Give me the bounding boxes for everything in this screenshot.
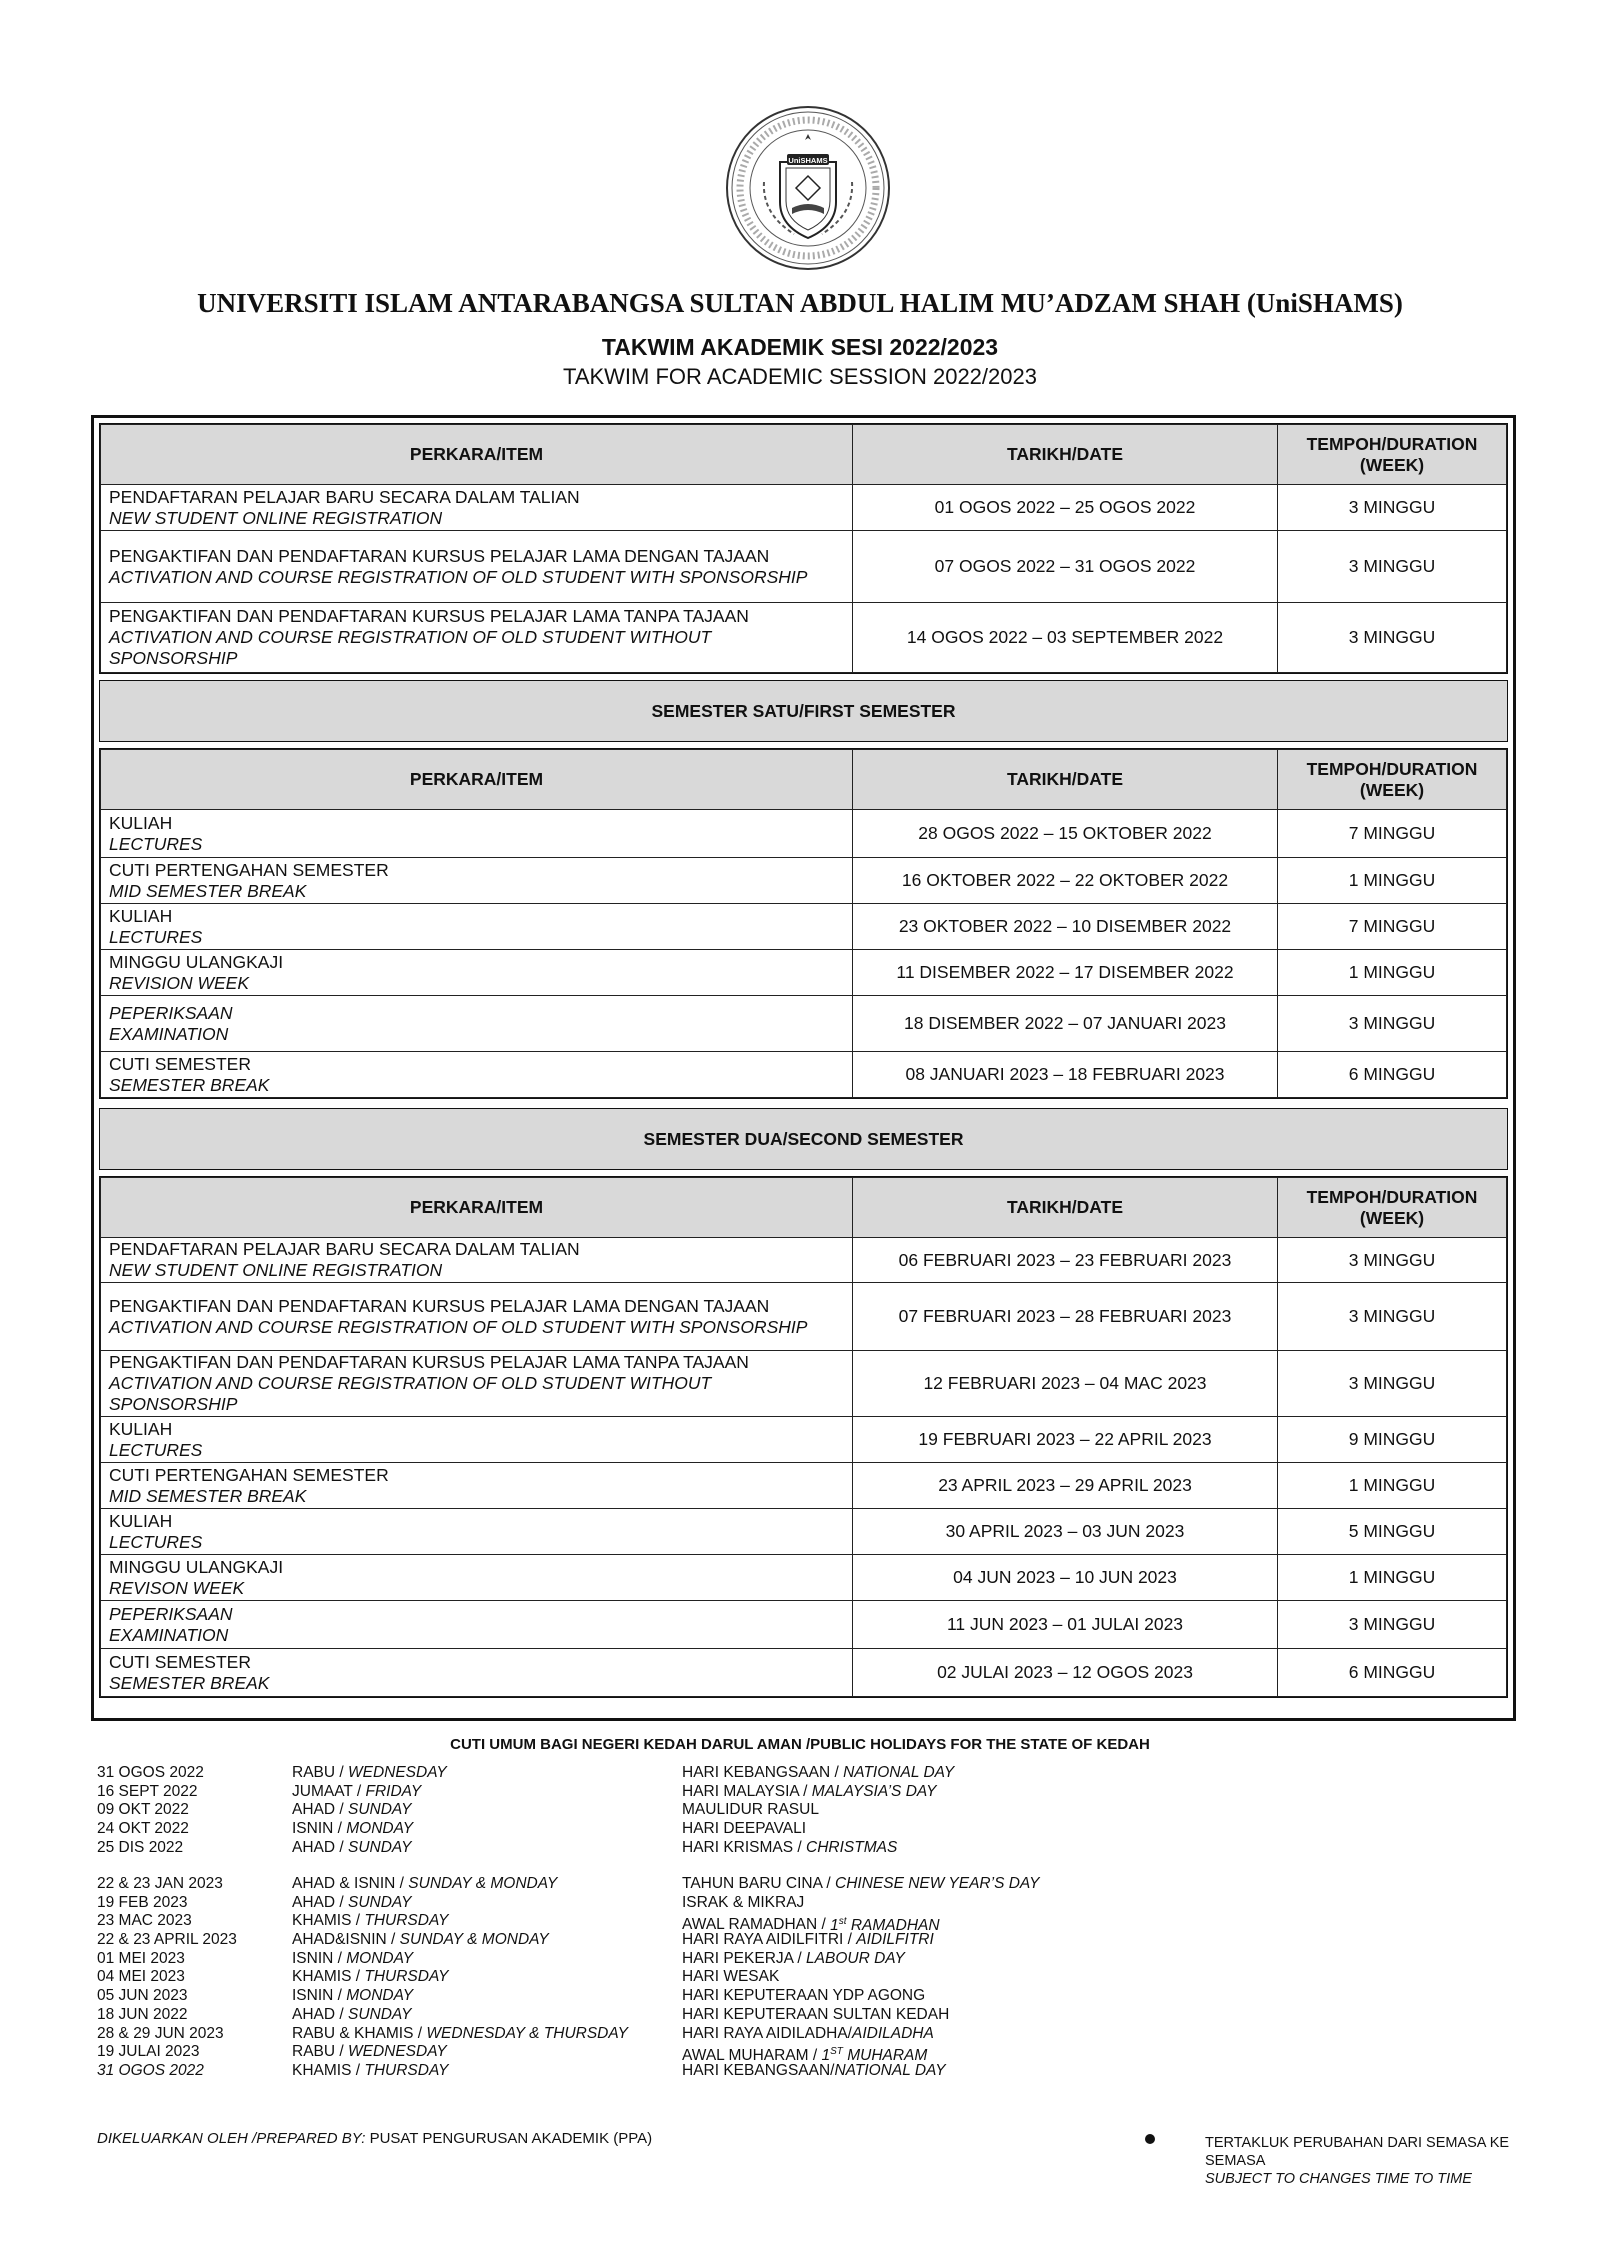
col-header-date: TARIKH/DATE [853,1178,1278,1238]
item-label-en: NEW STUDENT ONLINE REGISTRATION [109,507,443,528]
holiday-name: HARI DEEPAVALI [682,1820,807,1838]
item-label-en: ACTIVATION AND COURSE REGISTRATION OF OLD STUDENT WITH SPONSORSHIP [109,566,808,587]
item-label-my: KULIAH [109,1418,173,1439]
holiday-name: MAULIDUR RASUL [682,1801,819,1819]
holiday-name-en: MALAYSIA’S DAY [811,1782,937,1800]
table-row [101,531,1507,603]
holiday-name-en: 1st RAMADHAN [830,1915,940,1934]
ordinal-suffix: ST [830,2046,843,2058]
table-row [101,1238,1507,1283]
holiday-name-en: NATIONAL DAY [843,1764,955,1781]
table-row [101,858,1507,904]
holiday-name: HARI MALAYSIA / MALAYSIA’S DAY [682,1782,937,1800]
col-header-duration: TEMPOH/DURATION (WEEK) [1278,1178,1507,1238]
holiday-date: 19 FEB 2023 [97,1893,188,1911]
logo-text: UniSHAMS [788,156,828,165]
item-label-my: KULIAH [109,1510,173,1531]
duration-cell: 1 MINGGU [1278,1555,1507,1601]
item-cell [101,603,853,673]
holiday-row [97,2062,1097,2081]
duration-cell: 3 MINGGU [1278,1601,1507,1649]
item-label-en: REVISON WEEK [109,1577,245,1598]
holiday-day: AHAD / SUNDAY [292,1893,412,1911]
item-label-en: ACTIVATION AND COURSE REGISTRATION OF OLD STUDENT WITHOUT SPONSORSHIP [109,1373,712,1414]
col-header-item: PERKARA/ITEM [101,1178,853,1238]
item-cell [101,1463,853,1509]
item-label-my: PENGAKTIFAN DAN PENDAFTARAN KURSUS PELAJAR LAMA DENGAN TAJAAN [109,545,770,566]
holiday-day: RABU & KHAMIS / WEDNESDAY & THURSDAY [292,2024,628,2042]
table-row [101,1417,1507,1463]
registration-block [99,423,1508,674]
holiday-row [97,2025,1097,2044]
holiday-name-en: 1ST MUHARAM [821,2046,928,2065]
table-row [101,603,1507,673]
item-cell [101,950,853,996]
col-header-duration: TEMPOH/DURATION (WEEK) [1278,750,1507,810]
date-cell: 07 OGOS 2022 – 31 OGOS 2022 [853,531,1278,603]
holiday-day: AHAD&ISNIN / SUNDAY & MONDAY [292,1931,549,1949]
table-row [101,996,1507,1052]
item-label-my: CUTI PERTENGAHAN SEMESTER [109,1464,389,1485]
holiday-name: HARI PEKERJA / LABOUR DAY [682,1949,905,1967]
table-row [101,1052,1507,1098]
holiday-name-en: LABOUR DAY [806,1949,905,1967]
holiday-date: 04 MEI 2023 [97,1968,185,1986]
item-label-en: MID SEMESTER BREAK [109,1485,307,1506]
holiday-day: ISNIN / MONDAY [292,1820,414,1838]
holiday-date: 31 OGOS 2022 [97,2061,204,2079]
semester1-block [99,748,1508,1099]
date-cell: 07 FEBRUARI 2023 – 28 FEBRUARI 2023 [853,1283,1278,1351]
date-cell: 02 JULAI 2023 – 12 OGOS 2023 [853,1649,1278,1697]
date-cell: 30 APRIL 2023 – 03 JUN 2023 [853,1509,1278,1555]
holiday-row [97,1950,1097,1969]
holiday-date: 05 JUN 2023 [97,1987,188,2005]
holiday-name: HARI KEPUTERAAN SULTAN KEDAH [682,2005,950,2023]
item-label-my: PENGAKTIFAN DAN PENDAFTARAN KURSUS PELAJAR LAMA DENGAN TAJAAN [109,1295,770,1316]
date-cell: 04 JUN 2023 – 10 JUN 2023 [853,1555,1278,1601]
holiday-day: AHAD / SUNDAY [292,1838,412,1856]
col-header-item: PERKARA/ITEM [101,425,853,485]
table-header-row [101,750,1507,810]
holiday-row [97,1875,1097,1894]
holiday-row [97,2006,1097,2025]
table-row [101,1283,1507,1351]
holiday-row [97,1968,1097,1987]
table-header-row [101,1178,1507,1238]
holiday-date: 01 MEI 2023 [97,1949,185,1967]
holiday-row [97,1912,1097,1934]
holiday-row [97,1839,1097,1858]
date-cell: 11 DISEMBER 2022 – 17 DISEMBER 2022 [853,950,1278,996]
holiday-name: HARI WESAK [682,1968,780,1986]
registration-table [100,424,1507,673]
holiday-day: ISNIN / MONDAY [292,1987,414,2005]
university-name: UNIVERSITI ISLAM ANTARABANGSA SULTAN ABDUL HALIM MU’ADZAM SHAH (UniSHAMS) [197,288,1403,318]
item-label-en: SEMESTER BREAK [109,1074,270,1095]
table-row [101,1649,1507,1697]
duration-cell: 3 MINGGU [1278,1238,1507,1283]
item-label-my: MINGGU ULANGKAJI [109,951,284,972]
item-label-en: SEMESTER BREAK [109,1672,270,1693]
item-label-my: CUTI SEMESTER [109,1053,251,1074]
date-cell: 08 JANUARI 2023 – 18 FEBRUARI 2023 [853,1052,1278,1098]
item-label-en: MID SEMESTER BREAK [109,880,307,901]
item-label-my: PENGAKTIFAN DAN PENDAFTARAN KURSUS PELAJAR LAMA TANPA TAJAAN [109,1352,749,1372]
holiday-day: AHAD / SUNDAY [292,2005,412,2023]
holidays-title: CUTI UMUM BAGI NEGERI KEDAH DARUL AMAN /PUBLIC HOLIDAYS FOR THE STATE OF KEDAH [450,1736,1150,1753]
duration-cell: 9 MINGGU [1278,1417,1507,1463]
holiday-row [97,1801,1097,1820]
duration-cell: 3 MINGGU [1278,531,1507,603]
item-label-en: REVISION WEEK [109,972,250,993]
holiday-day: KHAMIS / THURSDAY [292,2061,449,2079]
table-row [101,485,1507,531]
holiday-date: 22 & 23 JAN 2023 [97,1875,223,1892]
duration-cell: 3 MINGGU [1278,603,1507,673]
duration-cell: 1 MINGGU [1278,1463,1507,1509]
holiday-row [97,1764,1097,1783]
duration-cell: 5 MINGGU [1278,1509,1507,1555]
table-row [101,1555,1507,1601]
table-row [101,1463,1507,1509]
duration-cell: 1 MINGGU [1278,950,1507,996]
holiday-date: 31 OGOS 2022 [97,1764,204,1781]
date-cell: 11 JUN 2023 – 01 JULAI 2023 [853,1601,1278,1649]
duration-cell: 3 MINGGU [1278,1283,1507,1351]
item-label-my: KULIAH [109,812,173,833]
ordinal-suffix: st [838,1915,847,1927]
holiday-row [97,1987,1097,2006]
date-cell: 06 FEBRUARI 2023 – 23 FEBRUARI 2023 [853,1238,1278,1283]
holiday-day: RABU / WEDNESDAY [292,1764,447,1781]
date-cell: 12 FEBRUARI 2023 – 04 MAC 2023 [853,1351,1278,1417]
holiday-date: 09 OKT 2022 [97,1801,189,1819]
item-cell [101,1649,853,1697]
item-cell [101,485,853,531]
item-label-en: LECTURES [109,833,203,854]
holiday-day: KHAMIS / THURSDAY [292,1968,449,1986]
duration-cell: 6 MINGGU [1278,1052,1507,1098]
item-label-en: LECTURES [109,926,203,947]
semester2-title: SEMESTER DUA/SECOND SEMESTER [99,1108,1508,1170]
item-label-my: KULIAH [109,905,173,926]
holiday-day: RABU / WEDNESDAY [292,2043,447,2061]
duration-cell: 3 MINGGU [1278,485,1507,531]
table-row [101,1509,1507,1555]
date-cell: 23 OKTOBER 2022 – 10 DISEMBER 2022 [853,904,1278,950]
unishams-logo [724,104,892,272]
item-label-en: NEW STUDENT ONLINE REGISTRATION [109,1260,443,1280]
item-label-my: PENDAFTARAN PELAJAR BARU SECARA DALAM TALIAN [109,1239,580,1259]
holiday-date: 23 MAC 2023 [97,1912,192,1930]
holiday-name-en: AIDILFITRI [856,1931,934,1949]
item-cell [101,810,853,858]
holiday-name: TAHUN BARU CINA / CHINESE NEW YEAR’S DAY [682,1875,1040,1892]
duration-cell: 3 MINGGU [1278,1351,1507,1417]
duration-cell: 7 MINGGU [1278,810,1507,858]
semester1-table [100,749,1507,1098]
item-label-my: CUTI PERTENGAHAN SEMESTER [109,859,389,880]
holidays-list-2023 [97,1875,1097,2081]
holiday-name: ISRAK & MIKRAJ [682,1893,805,1911]
item-cell [101,858,853,904]
col-header-date: TARIKH/DATE [853,425,1278,485]
holiday-name: HARI RAYA AIDILADHA/AIDILADHA [682,2024,934,2042]
date-cell: 14 OGOS 2022 – 03 SEPTEMBER 2022 [853,603,1278,673]
item-label-my: PENDAFTARAN PELAJAR BARU SECARA DALAM TALIAN [109,486,580,507]
calendar-subtitle: TAKWIM FOR ACADEMIC SESSION 2022/2023 [563,364,1037,389]
holiday-name-en: CHRISTMAS [806,1838,898,1856]
item-label-en: ACTIVATION AND COURSE REGISTRATION OF OLD STUDENT WITH SPONSORSHIP [109,1316,808,1337]
item-cell [101,904,853,950]
table-row [101,1351,1507,1417]
item-cell [101,531,853,603]
duration-cell: 1 MINGGU [1278,858,1507,904]
bullet-icon [1145,2134,1155,2144]
holidays-list-2022 [97,1764,1097,1857]
item-cell [101,1351,853,1417]
item-cell [101,996,853,1052]
item-cell [101,1417,853,1463]
holiday-name: HARI RAYA AIDILFITRI / AIDILFITRI [682,1931,934,1949]
item-label-my: MINGGU ULANGKAJI [109,1556,284,1577]
item-label-my: PEPERIKSAAN [109,1002,233,1023]
holiday-name: AWAL MUHARAM / 1ST MUHARAM [682,2046,928,2065]
table-header-row [101,425,1507,485]
duration-cell: 6 MINGGU [1278,1649,1507,1697]
holiday-name-en: AIDILADHA [851,2024,934,2042]
date-cell: 28 OGOS 2022 – 15 OKTOBER 2022 [853,810,1278,858]
table-row [101,950,1507,996]
item-label-my: PENGAKTIFAN DAN PENDAFTARAN KURSUS PELAJAR LAMA TANPA TAJAAN [109,606,749,626]
holiday-day: ISNIN / MONDAY [292,1949,414,1967]
holiday-date: 18 JUN 2022 [97,2005,188,2023]
date-cell: 18 DISEMBER 2022 – 07 JANUARI 2023 [853,996,1278,1052]
holiday-date: 16 SEPT 2022 [97,1782,198,1800]
holiday-date: 22 & 23 APRIL 2023 [97,1931,237,1949]
holiday-row [97,1931,1097,1950]
col-header-item: PERKARA/ITEM [101,750,853,810]
semester2-table [100,1177,1507,1697]
duration-cell: 7 MINGGU [1278,904,1507,950]
prepared-by: DIKELUARKAN OLEH /PREPARED BY: PUSAT PENGURUSAN AKADEMIK (PPA) [97,2130,653,2147]
holiday-date: 19 JULAI 2023 [97,2043,200,2061]
item-label-en: EXAMINATION [109,1624,229,1645]
date-cell: 16 OKTOBER 2022 – 22 OKTOBER 2022 [853,858,1278,904]
item-label-my: PEPERIKSAAN [109,1603,233,1624]
item-cell [101,1555,853,1601]
holiday-day: KHAMIS / THURSDAY [292,1912,449,1930]
date-cell: 19 FEBRUARI 2023 – 22 APRIL 2023 [853,1417,1278,1463]
holiday-name: HARI KRISMAS / CHRISTMAS [682,1838,898,1856]
holiday-row [97,2043,1097,2065]
holiday-name: HARI KEBANGSAAN / NATIONAL DAY [682,1764,955,1781]
item-label-en: LECTURES [109,1531,203,1552]
item-cell [101,1052,853,1098]
semester1-title: SEMESTER SATU/FIRST SEMESTER [99,680,1508,742]
holiday-day: JUMAAT / FRIDAY [292,1782,422,1800]
holiday-day: AHAD & ISNIN / SUNDAY & MONDAY [292,1875,558,1892]
table-row [101,1601,1507,1649]
holiday-row [97,1783,1097,1802]
item-label-en: ACTIVATION AND COURSE REGISTRATION OF OLD STUDENT WITHOUT SPONSORSHIP [109,627,712,668]
semester2-block [99,1176,1508,1698]
calendar-title: TAKWIM AKADEMIK SESI 2022/2023 [601,334,999,360]
item-cell [101,1238,853,1283]
item-label-en: LECTURES [109,1439,203,1460]
holiday-date: 28 & 29 JUN 2023 [97,2024,224,2042]
col-header-duration: TEMPOH/DURATION (WEEK) [1278,425,1507,485]
change-note: TERTAKLUK PERUBAHAN DARI SEMASA KE SEMASA SUBJECT TO CHANGES TIME TO TIME [1205,2135,1510,2187]
holiday-row [97,1894,1097,1913]
holiday-day: AHAD / SUNDAY [292,1801,412,1819]
col-header-date: TARIKH/DATE [853,750,1278,810]
holiday-date: 25 DIS 2022 [97,1838,184,1856]
holiday-name-en: CHINESE NEW YEAR’S DAY [835,1875,1040,1892]
holiday-row [97,1820,1097,1839]
calendar-frame [91,415,1516,1721]
holiday-date: 24 OKT 2022 [97,1820,189,1838]
item-label-en: EXAMINATION [109,1023,229,1044]
holiday-name: HARI KEBANGSAAN/NATIONAL DAY [682,2061,946,2079]
table-row [101,810,1507,858]
item-cell [101,1601,853,1649]
date-cell: 01 OGOS 2022 – 25 OGOS 2022 [853,485,1278,531]
item-label-my: CUTI SEMESTER [109,1651,251,1672]
table-row [101,904,1507,950]
holiday-name-en: NATIONAL DAY [834,2061,946,2079]
date-cell: 23 APRIL 2023 – 29 APRIL 2023 [853,1463,1278,1509]
duration-cell: 3 MINGGU [1278,996,1507,1052]
item-cell [101,1283,853,1351]
holiday-name: AWAL RAMADHAN / 1st RAMADHAN [682,1915,940,1934]
item-cell [101,1509,853,1555]
holiday-name: HARI KEPUTERAAN YDP AGONG [682,1987,926,2005]
